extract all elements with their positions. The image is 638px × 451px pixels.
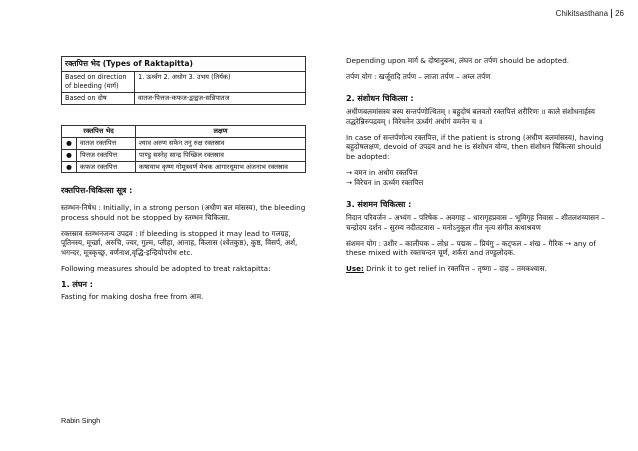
shamana-heading: 3. संशमन चिकित्सा : xyxy=(346,200,412,210)
symptoms-row-name: वातज रक्तपित्त xyxy=(77,137,136,149)
page-header xyxy=(556,9,624,18)
symptoms-table xyxy=(61,125,306,174)
bullet: ● xyxy=(62,149,77,161)
symptoms-row-value: श्याव अरुण सफेन तनु रुक्ष रक्तस्राव xyxy=(136,137,306,149)
symptoms-head-type: रक्तपित्त भेद xyxy=(62,125,136,137)
chapter-title: Chikitsasthana xyxy=(555,9,609,18)
types-table xyxy=(61,56,306,105)
symptoms-head-signs: लक्षण xyxy=(136,125,306,137)
page-number: 26 xyxy=(615,9,624,18)
usage-line xyxy=(346,264,608,274)
paragraph: Depending upon मार्ग & दोषानुबन्ध, लंघन or तर्पण should be adopted. xyxy=(346,56,570,65)
header-divider xyxy=(611,9,612,18)
paragraph: Following measures should be adopted to treat raktapitta: xyxy=(61,263,271,273)
paragraph: In case of सन्तर्पणोत्थ रक्तपित्त, if the patient is strong (अधीण बलमांसस्य), having बहुदोषलक्षण, devoid of उपद्रव and he is संशोधन योग्य, then संशोधन चिकित्सा should be adopted: xyxy=(346,132,604,162)
use-text: Drink it to get relief in रक्तपित्त – तृष्णा – दाह – तमकश्वास. xyxy=(366,263,547,273)
footer-author: Rabin Singh xyxy=(61,416,101,425)
types-row-label: Based on direction of bleeding (मार्ग) xyxy=(62,72,135,93)
verse: अधीणबलमांसस्य बस्य सन्तर्पणोत्थितम् । बहुदोषं बलवतो रक्तपित्तं शरीरिणः ॥ काले संशोधनार्हस्य तद्धरेन्निरुपद्रवम् । विरेचनेन ऊर्ध्वगं अधोगं वमनेन च ॥ xyxy=(346,107,595,126)
paragraph: Fasting for making dosha free from आम. xyxy=(61,292,204,302)
paragraph: निदान परिवर्जन – अभ्यंग – परिषेक – अवगाह – धारागृहप्रवास – भूमिगृह निवास – शीतलशय्यासन – चन्द्रोदय दर्शन – सुरम्य नदीतटवास – मनोऽनुकूल गीत नृत्य संगीत कथाश्रवण xyxy=(346,213,605,232)
list-item: → वमन in अधोग रक्तपित्त xyxy=(346,167,418,177)
treatment-principle-heading: रक्तपित्त-चिकित्सा सूत्र : xyxy=(61,186,133,196)
bullet: ● xyxy=(62,161,77,173)
types-table-caption: रक्तपित्त भेद (Types of Raktapitta) xyxy=(62,57,306,72)
types-row-value: 1. ऊर्ध्वग 2. अधोग 3. उभय (तिर्यक) xyxy=(135,72,306,93)
symptoms-row-name: कफज रक्तपित्त xyxy=(77,161,136,173)
symptoms-row-value: पाण्डु सस्नेह सान्द्र पिच्छिल रक्तस्राव xyxy=(136,149,306,161)
shodhana-heading: 2. संशोधन चिकित्सा : xyxy=(346,94,414,104)
types-row-label: Based on दोष xyxy=(62,93,135,105)
langhana-heading: 1. लंघन : xyxy=(61,279,93,289)
types-row-value: वातज-पित्तज-कफज-द्वन्द्वज-सन्निपातज xyxy=(135,93,306,105)
shamana-yoga: संशमन योग : उशीर – कालीयक – लोध्र – पद्मक – प्रियंगु – कट्फल – शंख – गैरिक → any of these mixed with रक्तचन्दन चूर्ण, शर्करा and तण्डुलोदक. xyxy=(346,238,596,258)
symptoms-row-value: कषायाभ कृष्ण गोमूत्रवर्ण मेचक आगारधूमाभ अंजनाभ रक्तस्राव xyxy=(136,161,306,173)
paragraph: रक्तस्राव स्तम्भनजन्य उपद्रव : If bleeding is stopped it may lead to गलग्रह, पूतिनस्य, मूर्च्छा, अरुचि, ज्वर, गुल्म, प्लीहा, आनाह, किलास (श्वेतकुष्ठ), कुष्ठ, विसर्प, अर्श, भगन्दर, मूत्रकृच्छ्र, वर्णनाश,वृद्धि-इन्द्रियोपरोध etc. xyxy=(61,228,298,258)
paragraph: स्तम्भन-निषेध : Initially, in a strong person (अधीण बल मांसस्य), the bleeding process should not be stopped by स्तम्भन चिकित्सा. xyxy=(61,203,306,222)
use-label: Use: xyxy=(346,263,364,273)
tarpana-yoga: तर्पण योग : खर्जूरादि तर्पण – लाजा तर्पण – अम्ल तर्पण xyxy=(346,71,491,81)
bullet: ● xyxy=(62,137,77,149)
right-column xyxy=(346,56,608,280)
list-item: → विरेचन in ऊर्ध्वग रक्तपित्त xyxy=(346,177,424,187)
left-column xyxy=(61,56,306,308)
symptoms-row-name: पित्तज रक्तपित्त xyxy=(77,149,136,161)
